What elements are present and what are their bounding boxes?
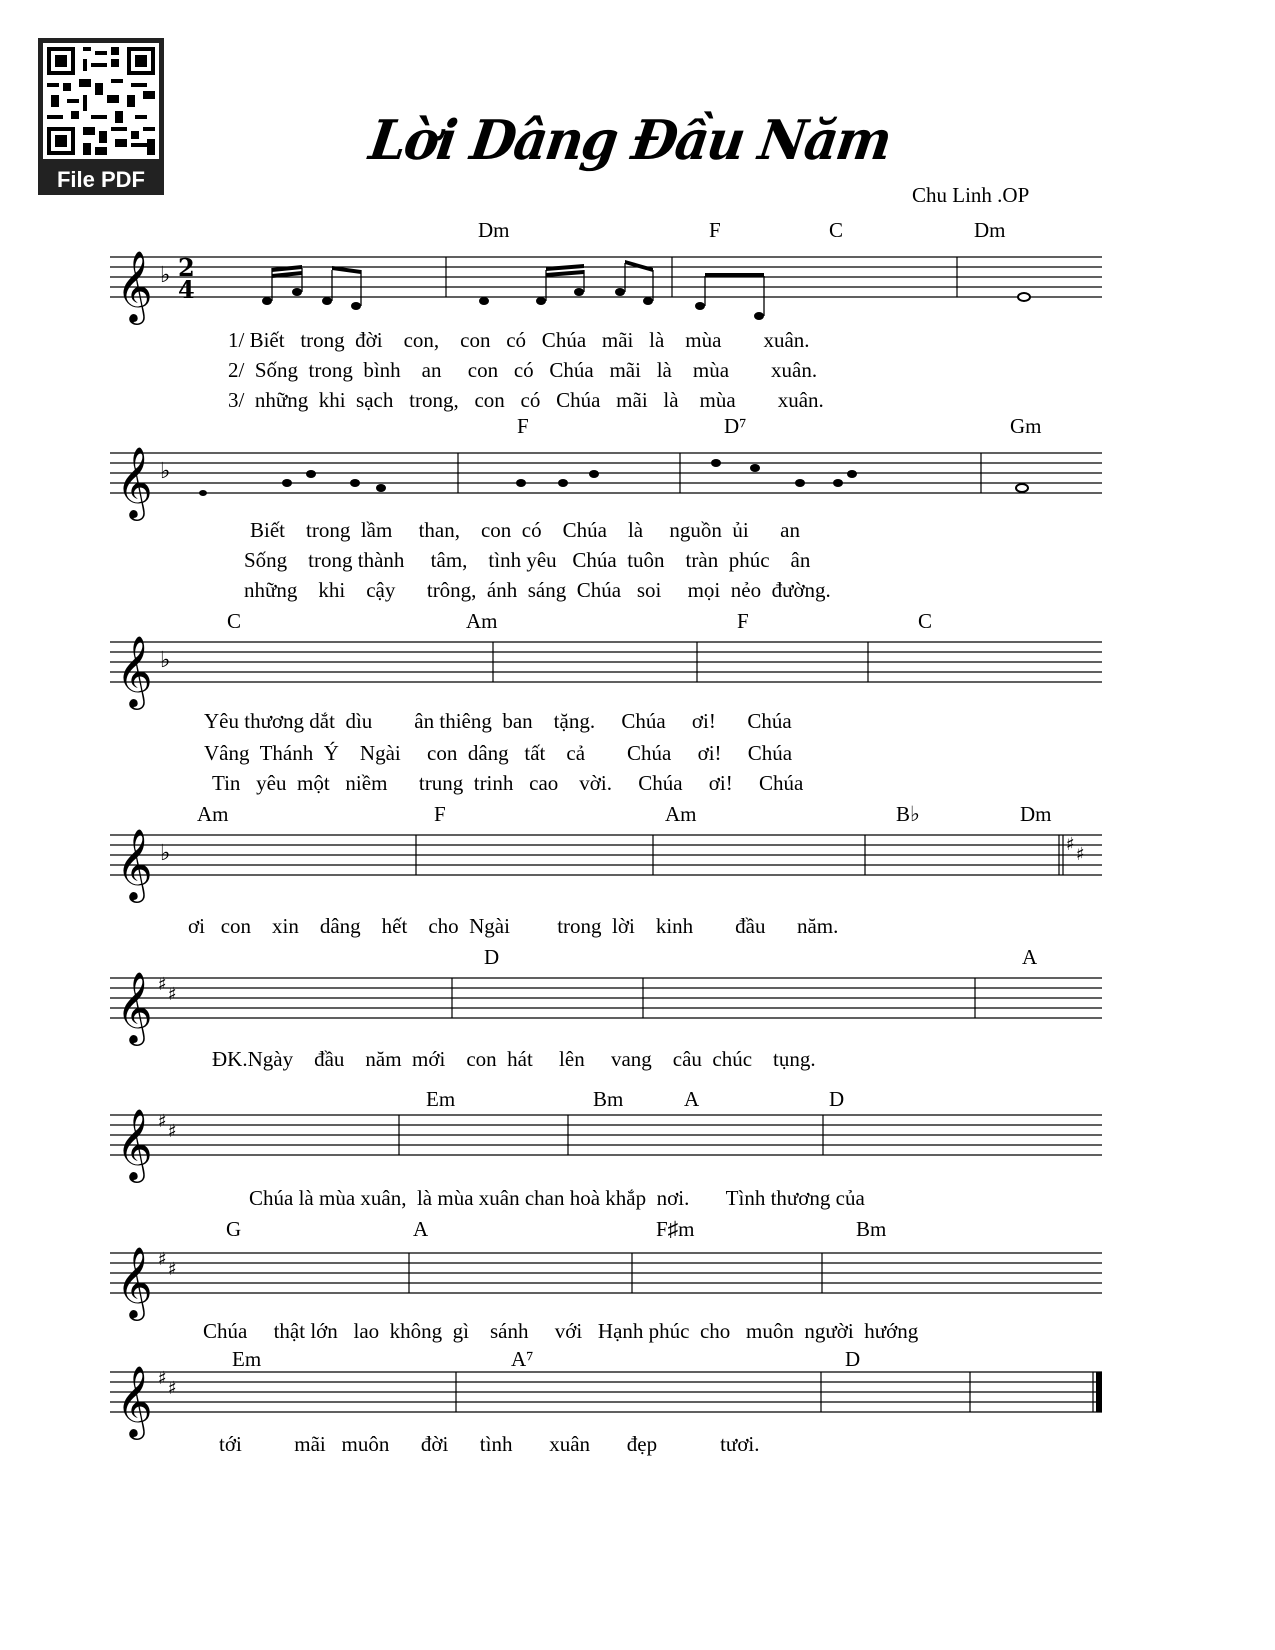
chord-symbol: D xyxy=(845,1347,861,1371)
svg-text:𝄞: 𝄞 xyxy=(116,827,153,900)
lyric-line: Chúa là mùa xuân, là mùa xuân chan hoà khắp nơi. Tình thương của xyxy=(249,1186,865,1210)
staff-2 xyxy=(110,453,1102,493)
song-title: Lời Dâng Đầu Năm xyxy=(365,108,894,173)
chord-symbol: Em xyxy=(232,1347,262,1371)
svg-text:♯: ♯ xyxy=(168,1121,177,1142)
lyric-line: Biết trong lầm than, con có Chúa là nguồn ủi an xyxy=(250,518,800,542)
chord-symbol: Dm xyxy=(974,218,1006,242)
lyric-line: tới mãi muôn đời tình xuân đẹp tươi. xyxy=(219,1432,760,1456)
lyric-line: 2/ Sống trong bình an con có Chúa mãi là mùa xuân. xyxy=(228,358,818,382)
chord-symbol: D xyxy=(484,945,500,969)
chord-symbol: C xyxy=(829,218,844,242)
chord-symbol: G xyxy=(226,1217,242,1241)
svg-text:𝄞: 𝄞 xyxy=(116,1107,153,1180)
lyric-line: Vâng Thánh Ý Ngài con dâng tất cả Chúa ơi! Chúa xyxy=(204,741,793,765)
svg-text:♯: ♯ xyxy=(168,984,177,1005)
chord-symbol: D xyxy=(829,1087,845,1111)
chord-symbol: F xyxy=(709,218,721,242)
chord-symbol: F♯m xyxy=(656,1217,695,1241)
svg-text:♯: ♯ xyxy=(168,1378,177,1399)
svg-text:♭: ♭ xyxy=(160,648,171,673)
chord-symbol: Dm xyxy=(478,218,510,242)
chord-symbol: A⁷ xyxy=(511,1347,534,1371)
chord-symbol: A xyxy=(413,1217,429,1241)
treble-clef-icon: 𝄞 xyxy=(116,249,153,322)
chord-symbol: Bm xyxy=(593,1087,624,1111)
svg-text:♭: ♭ xyxy=(160,841,171,866)
staff-3 xyxy=(110,642,1102,682)
lyric-line: ĐK.Ngày đầu năm mới con hát lên vang câu chúc tụng. xyxy=(212,1047,816,1071)
svg-text:♯: ♯ xyxy=(158,1368,167,1389)
svg-text:♯: ♯ xyxy=(158,974,167,995)
chord-symbol: F xyxy=(434,802,446,826)
qr-label: File PDF xyxy=(56,167,145,192)
svg-text:♭: ♭ xyxy=(160,459,171,484)
svg-text:𝄞: 𝄞 xyxy=(116,970,153,1043)
chord-symbol: D⁷ xyxy=(724,414,747,438)
chord-symbol: Em xyxy=(426,1087,456,1111)
staff-7 xyxy=(110,1253,1102,1293)
lyric-line: Yêu thương dắt dìu ân thiêng ban tặng. Chúa ơi! Chúa xyxy=(204,709,792,733)
chord-symbol: Am xyxy=(197,802,229,826)
lyric-line: những khi cậy trông, ánh sáng Chúa soi mọi nẻo đường. xyxy=(244,578,831,602)
lyric-line: Sống trong thành tâm, tình yêu Chúa tuôn tràn phúc ân xyxy=(244,548,811,572)
chord-symbol: Bm xyxy=(856,1217,887,1241)
svg-text:𝄞: 𝄞 xyxy=(116,445,153,518)
chord-symbol: C xyxy=(227,609,242,633)
svg-text:♯: ♯ xyxy=(158,1249,167,1270)
chord-symbol: Gm xyxy=(1010,414,1042,438)
chord-symbol: F xyxy=(517,414,529,438)
lyric-line: 3/ những khi sạch trong, con có Chúa mãi là mùa xuân. xyxy=(228,388,824,412)
chord-symbol: F xyxy=(737,609,749,633)
chord-symbol: Dm xyxy=(1020,802,1052,826)
svg-text:𝄞: 𝄞 xyxy=(116,1245,153,1318)
sharp-icon: ♯ xyxy=(1066,834,1075,855)
staff-1 xyxy=(110,257,1102,297)
svg-text:♯: ♯ xyxy=(158,1111,167,1132)
time-signature-top: 2 xyxy=(178,253,195,282)
lyric-line: ơi con xin dâng hết cho Ngài trong lời kinh đầu năm. xyxy=(188,914,839,938)
flat-icon: ♭ xyxy=(160,263,171,288)
chord-symbol: Am xyxy=(665,802,697,826)
svg-text:♯: ♯ xyxy=(1076,844,1085,865)
composer: Chu Linh .OP xyxy=(912,183,1030,207)
lyric-line: 1/ Biết trong đời con, con có Chúa mãi là mùa xuân. xyxy=(228,328,810,352)
staff-5 xyxy=(110,978,1102,1018)
svg-text:𝄞: 𝄞 xyxy=(116,634,153,707)
svg-text:♯: ♯ xyxy=(168,1259,177,1280)
lyric-line: Tin yêu một niềm trung trinh cao vời. Chúa ơi! Chúa xyxy=(212,771,804,795)
chord-symbol: B♭ xyxy=(896,802,920,826)
staff-4 xyxy=(110,835,1102,875)
staff-8 xyxy=(110,1372,1102,1412)
chord-symbol: A xyxy=(1022,945,1038,969)
lyric-line: Chúa thật lớn lao không gì sánh với Hạnh phúc cho muôn người hướng xyxy=(203,1319,919,1343)
chord-symbol: Am xyxy=(466,609,498,633)
chord-symbol: C xyxy=(918,609,933,633)
staff-6 xyxy=(110,1115,1102,1155)
time-signature-bottom: 4 xyxy=(178,275,195,304)
svg-text:𝄞: 𝄞 xyxy=(116,1364,153,1437)
chord-symbol: A xyxy=(684,1087,700,1111)
